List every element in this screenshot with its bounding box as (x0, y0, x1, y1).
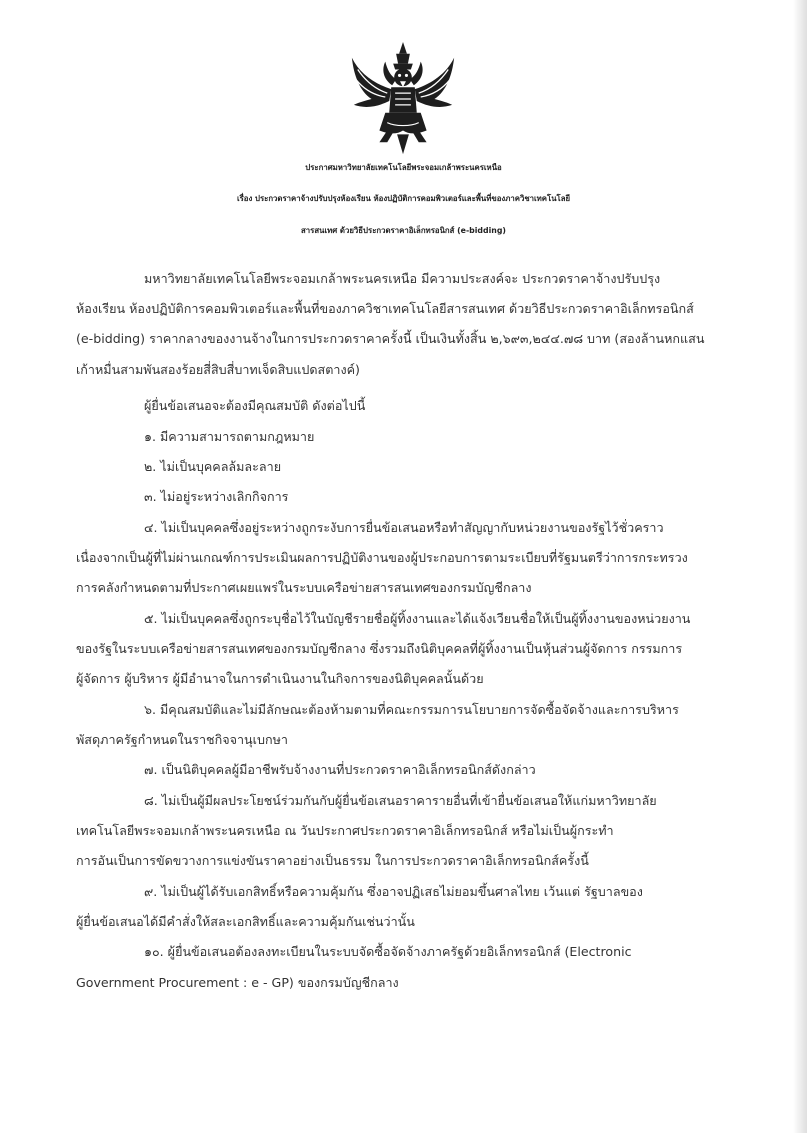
qualifications-intro: ผู้ยื่นข้อเสนอจะต้องมีคุณสมบัติ ดังต่อไปนี้ (144, 398, 366, 413)
body-line: ห้องเรียน ห้องปฏิบัติการคอมพิวเตอร์และพื้นที่ของภาควิชาเทคโนโลยีสารสนเทศ ด้วยวิธีประกวดราคาอิเล็กทรอนิกส์ (76, 301, 694, 316)
body-line: ของรัฐในระบบเครือข่ายสารสนเทศของกรมบัญชีกลาง ซึ่งรวมถึงนิติบุคคลที่ผู้ทิ้งงานเป็นหุ้นส่วนผู้จัดการ กรรมการ (76, 641, 683, 656)
body-line: ผู้จัดการ ผู้บริหาร ผู้มีอำนาจในการดำเนินงานในกิจการของนิติบุคคลนั้นด้วย (76, 671, 484, 686)
body-line: ผู้ยื่นข้อเสนอได้มีคำสั่งให้สละเอกสิทธิ์และความคุ้มกันเช่นว่านั้น (76, 914, 415, 929)
body-line: การอันเป็นการขัดขวางการแข่งขันราคาอย่างเป็นธรรม ในการประกวดราคาอิเล็กทรอนิกส์ครั้งนี้ (76, 853, 589, 868)
qualification-item: ๖. มีคุณสมบัติและไม่มีลักษณะต้องห้ามตามที่คณะกรรมการนโยบายการจัดซื้อจัดจ้างและการบริหาร (144, 702, 679, 717)
qualification-item: ๑. มีความสามารถตามกฎหมาย (144, 429, 315, 444)
announcement-subject-continued: สารสนเทศ ด้วยวิธีประกวดราคาอิเล็กทรอนิกส์ (e-bidding) (301, 226, 506, 235)
qualification-item: ๘. ไม่เป็นผู้มีผลประโยชน์ร่วมกันกับผู้ยื่นข้อเสนอราคารายอื่นที่เข้ายื่นข้อเสนอให้แก่มหาวิทยาลัย (144, 793, 657, 808)
qualification-item: ๔. ไม่เป็นบุคคลซึ่งอยู่ระหว่างถูกระงับการยื่นข้อเสนอหรือทำสัญญากับหน่วยงานของรัฐไว้ชั่วคราว (144, 520, 664, 535)
qualification-item: ๕. ไม่เป็นบุคคลซึ่งถูกระบุชื่อไว้ในบัญชีรายชื่อผู้ทิ้งงานและได้แจ้งเวียนชื่อให้เป็นผู้ทิ้งงานของหน่วยงาน (144, 611, 691, 626)
qualification-item: ๑๐. ผู้ยื่นข้อเสนอต้องลงทะเบียนในระบบจัดซื้อจัดจ้างภาครัฐด้วยอิเล็กทรอนิกส์ (Electronic (144, 944, 632, 959)
announcement-title: ประกาศมหาวิทยาลัยเทคโนโลยีพระจอมเกล้าพระนครเหนือ (305, 163, 502, 172)
body-line: เก้าหมื่นสามพันสองร้อยสี่สิบสี่บาทเจ็ดสิบแปดสตางค์) (76, 362, 360, 377)
announcement-subject: เรื่อง ประกวดราคาจ้างปรับปรุงห้องเรียน ห้องปฏิบัติการคอมพิวเตอร์และพื้นที่ของภาควิชาเทคโนโลยี (236, 194, 571, 203)
body-line: เทคโนโลยีพระจอมเกล้าพระนครเหนือ ณ วันประกาศประกวดราคาอิเล็กทรอนิกส์ หรือไม่เป็นผู้กระทำ (76, 823, 614, 838)
qualification-item: ๙. ไม่เป็นผู้ได้รับเอกสิทธิ์หรือความคุ้มกัน ซึ่งอาจปฏิเสธไม่ยอมขึ้นศาลไทย เว้นแต่ รัฐบาลของ (144, 884, 643, 899)
body-line: (e-bidding) ราคากลางของงานจ้างในการประกวดราคาครั้งนี้ เป็นเงินทั้งสิ้น ๒,๖๙๓,๒๔๔.๗๘ บาท (สองล้านหกแสน (76, 331, 705, 346)
qualification-item: ๗. เป็นนิติบุคคลผู้มีอาชีพรับจ้างงานที่ประกวดราคาอิเล็กทรอนิกส์ดังกล่าว (144, 762, 536, 777)
body-line: การคลังกำหนดตามที่ประกาศเผยแพร่ในระบบเครือข่ายสารสนเทศของกรมบัญชีกลาง (76, 580, 532, 595)
body-line: มหาวิทยาลัยเทคโนโลยีพระจอมเกล้าพระนครเหนือ มีความประสงค์จะ ประกวดราคาจ้างปรับปรุง (144, 271, 661, 286)
body-line: เนื่องจากเป็นผู้ที่ไม่ผ่านเกณฑ์การประเมินผลการปฏิบัติงานของผู้ประกอบการตามระเบียบที่รัฐมนตรีว่าการกระทรวง (76, 550, 688, 565)
qualification-item: ๒. ไม่เป็นบุคคลล้มละลาย (144, 459, 282, 474)
body-line: พัสดุภาครัฐกำหนดในราชกิจจานุเบกษา (76, 732, 288, 747)
qualification-item: ๓. ไม่อยู่ระหว่างเลิกกิจการ (144, 489, 289, 504)
body-line: Government Procurement : e - GP) ของกรมบัญชีกลาง (76, 975, 399, 990)
garuda-emblem-icon (344, 40, 462, 158)
